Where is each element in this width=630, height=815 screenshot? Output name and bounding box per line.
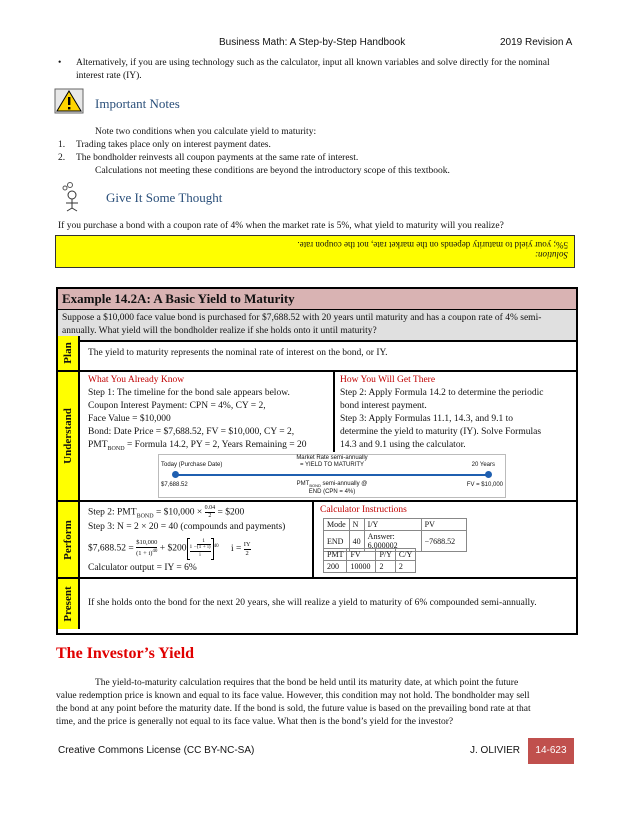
perform-step2: Step 2: $PMT_{BOND}$ = $10,000 × $\frac{0.04}{2}$ = $200	[88, 505, 245, 520]
footer-page-number: 14-623	[528, 738, 574, 764]
timeline-mid-label: $PMT_{BOND}$ semi-annually @ END (CPN = 4%)	[296, 481, 368, 496]
calc-title: Calculator Instructions	[320, 505, 407, 515]
example-title: Example 14.2A: A Basic Yield to Maturity	[58, 289, 576, 310]
perform-label: Perform	[62, 519, 74, 560]
investor-title: The Investor’s Yield	[56, 645, 195, 662]
plan-label-cell	[58, 336, 80, 370]
know-line-3: Face Value = $10,000	[88, 414, 171, 424]
timeline-left-label: Today (Purchase Date)	[161, 462, 223, 468]
how-title: How You Will Get There	[340, 375, 436, 385]
thought-title: Give It Some Thought	[106, 190, 223, 205]
solution-text: 5%; your yield to maturity depends on the market rate, not the coupon rate.	[297, 240, 568, 250]
know-line-2: Coupon Interest Payment: CPN = 4%, CY = 2,	[88, 401, 266, 411]
timeline-line	[175, 474, 489, 476]
solution-box	[55, 235, 575, 268]
present-label: Present	[62, 586, 74, 622]
important-item-2: The bondholder reinvests all coupon payments at the same rate of interest.	[76, 153, 359, 163]
perform-formula: $7,688.52 = $\frac{\$10,000}{(1 + i)^{40}}$ + $200 1 − $\frac{1}{(1 + i)}$ i $^{40}$ i = $\frac{IY}{2}$	[88, 538, 251, 558]
present-text: If she holds onto the bond for the next 20 years, she will realize a yield to maturity of 6% compounded semi-annually.	[88, 598, 537, 608]
important-item-1: Trading takes place only on interest payment dates.	[76, 140, 271, 150]
plan-text: The yield to maturity represents the nominal rate of interest on the bond, or IY.	[88, 348, 388, 358]
investor-line-3: the bond at any point before the maturity date. If the bond is sold, the future value is based on the prevailing bond rate at that	[56, 704, 531, 714]
perform-step3: Step 3: N = 2 × 20 = 40 (compounds and payments)	[88, 522, 286, 532]
understand-label-cell	[58, 372, 80, 500]
footer-author: J. OLIVIER	[470, 745, 521, 756]
example-desc: Suppose a $10,000 face value bond is purchased for $7,688.52 with 20 years until maturity and has a coupon rate of 4% semi-annually. What yield will the bondholder realize if she holds onto it until maturity?	[58, 310, 576, 342]
footer-license: Creative Commons License (CC BY-NC-SA)	[58, 745, 255, 756]
bullet-dot: •	[58, 58, 62, 68]
investor-line-4: time, and the price is generally not equal to its face value. What then is the bond’s yield for the investor?	[56, 717, 454, 727]
solution-label: Solution:	[535, 250, 568, 260]
important-title: Important Notes	[95, 96, 180, 111]
important-num-1: 1.	[58, 140, 66, 150]
important-num-2: 2.	[58, 153, 66, 163]
header-title: Business Math: A Step-by-Step Handbook	[219, 37, 406, 48]
thinking-person-icon	[56, 182, 88, 212]
timeline-diagram	[158, 454, 506, 498]
how-line-5: 14.3 and 9.1 using the calculator.	[340, 440, 466, 450]
present-label-cell	[58, 579, 80, 629]
important-intro: Note two conditions when you calculate yield to maturity:	[95, 127, 317, 137]
know-line-5: $PMT_{BOND}$ = Formula 14.2, PY = 2, Years Remaining = 20	[88, 440, 307, 452]
calc-table-2: PMT FV P/Y C/Y 200 10000 2 2	[323, 548, 416, 573]
timeline-start-dot	[172, 471, 179, 478]
header-revision: 2019 Revision A	[500, 37, 573, 48]
timeline-end-dot	[485, 471, 492, 478]
know-title: What You Already Know	[88, 375, 185, 385]
understand-divider	[333, 372, 335, 452]
important-after: Calculations not meeting these conditions are beyond the introductory scope of this textbook.	[95, 166, 450, 176]
how-line-2: bond interest payment.	[340, 401, 427, 411]
perform-row	[58, 502, 576, 579]
perform-divider	[312, 502, 314, 577]
thought-question: If you purchase a bond with a coupon rate of 4% when the market rate is 5%, what yield to maturity will you realize?	[58, 221, 504, 231]
perform-label-cell	[58, 502, 80, 577]
calc-table-1: Mode N I/Y PV END 40 Answer: 6.000002 −7688.52	[323, 518, 467, 552]
investor-line-2: value redemption price is known and equal to its face value. However, this condition may not hold. The bondholder may sell	[56, 691, 530, 701]
understand-label: Understand	[62, 408, 74, 464]
timeline-left-value: $7,688.52	[161, 482, 188, 488]
warning-icon	[54, 88, 84, 114]
how-line-3: Step 3: Apply Formulas 11.1, 14.3, and 9.1 to	[340, 414, 514, 424]
know-line-1: Step 1: The timeline for the bond sale appears below.	[88, 388, 290, 398]
perform-output: Calculator output = IY = 6%	[88, 563, 197, 573]
timeline-right-label: 20 Years	[471, 462, 495, 468]
present-row	[58, 579, 576, 629]
investor-line-1: The yield-to-maturity calculation requires that the bond be held until its maturity date, at which point the future	[95, 678, 519, 688]
know-line-4: Bond: Date Price = $7,688.52, FV = $10,000, CY = 2,	[88, 427, 295, 437]
how-line-1: Step 2: Apply Formula 14.2 to determine the periodic	[340, 388, 544, 398]
how-line-4: determine the yield to maturity (IY). Solve Formulas	[340, 427, 542, 437]
bullet-text: Alternatively, if you are using technology such as the calculator, input all known variables and solve directly for the nominal interest rate (IY).	[76, 58, 550, 81]
plan-label: Plan	[62, 342, 74, 364]
timeline-right-value: FV = $10,000	[466, 482, 503, 488]
timeline-market-label: Market Rate semi-annually = YIELD TO MATURITY	[296, 455, 368, 468]
example-box	[56, 287, 578, 635]
understand-row	[58, 372, 576, 502]
plan-row	[58, 336, 576, 372]
